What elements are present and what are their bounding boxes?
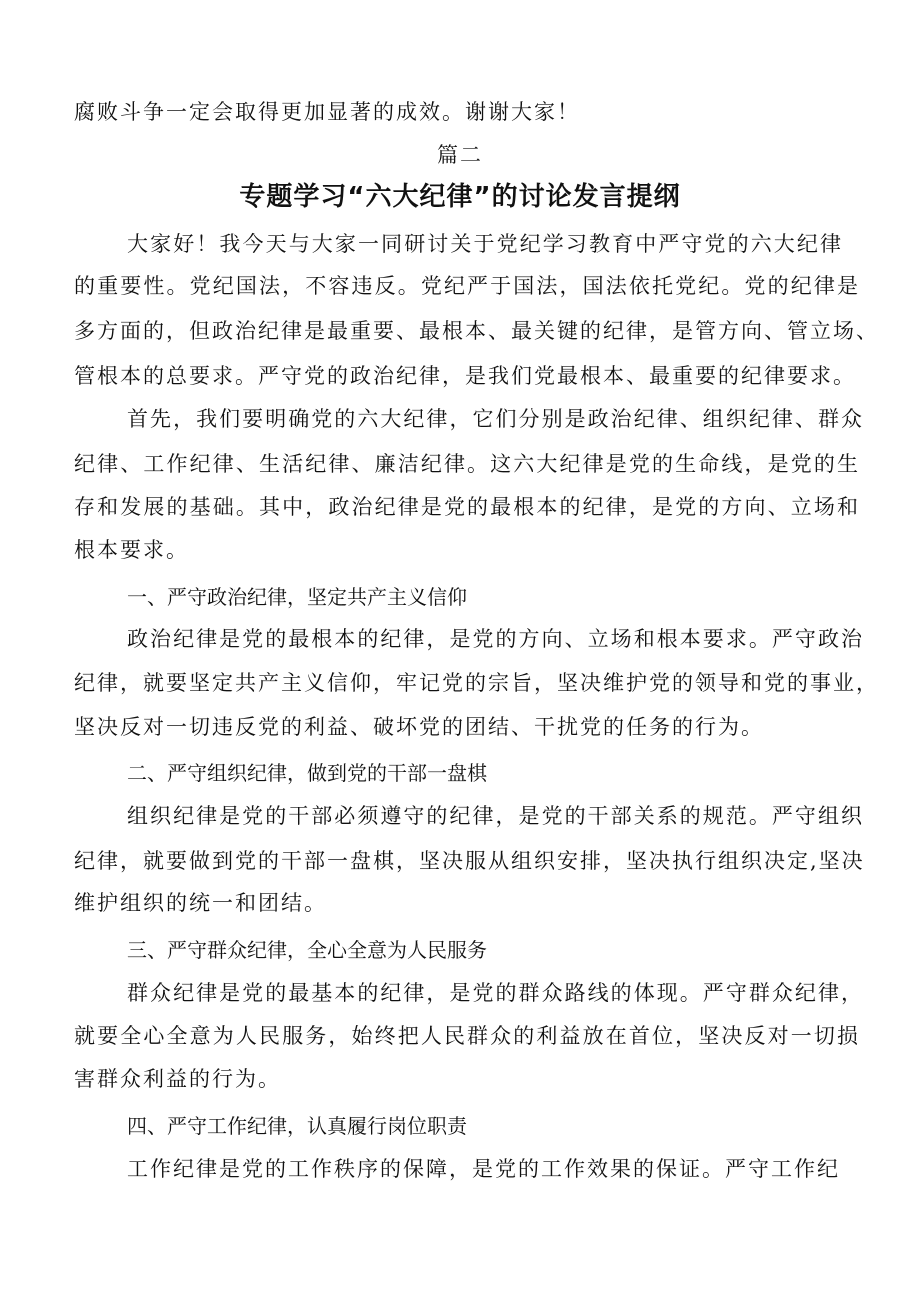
paragraph-5-line-3: 害群众利益的行为。 <box>74 1067 281 1091</box>
paragraph-5-line-2: 就要全心全意为人民服务，始终把人民群众的利益放在首位，坚决反对一切损 <box>74 1024 860 1048</box>
section-heading-2: 二、严守组织纪律，做到党的干部一盘棋 <box>127 761 487 785</box>
document-title: 专题学习“六大纪律”的讨论发言提纲 <box>239 182 681 212</box>
paragraph-2-line-3: 存和发展的基础。其中，政治纪律是党的最根本的纪律，是党的方向、立场和 <box>74 495 860 519</box>
section-heading-3: 三、严守群众纪律，全心全意为人民服务 <box>127 938 487 962</box>
paragraph-1-line-2: 的重要性。党纪国法，不容违反。党纪严于国法，国法依托党纪。党的纪律是 <box>74 274 860 298</box>
section-heading-4: 四、严守工作纪律，认真履行岗位职责 <box>127 1114 467 1138</box>
paragraph-4-line-1: 组织纪律是党的干部必须遵守的纪律，是党的干部关系的规范。严守组织 <box>127 804 864 828</box>
paragraph-5-line-1: 群众纪律是党的最基本的纪律，是党的群众路线的体现。严守群众纪律， <box>127 981 864 1005</box>
paragraph-2-line-1: 首先，我们要明确党的六大纪律，它们分别是政治纪律、组织纪律、群众 <box>127 407 864 431</box>
paragraph-2-line-2: 纪律、工作纪律、生活纪律、廉洁纪律。这六大纪律是党的生命线，是党的生 <box>74 452 860 476</box>
paragraph-3-line-2: 纪律，就要坚定共产主义信仰，牢记党的宗旨，坚决维护党的领导和党的事业， <box>74 671 879 695</box>
top-line: 腐败斗争一定会取得更加显著的成效。谢谢大家！ <box>74 100 580 124</box>
paragraph-1-line-4: 管根本的总要求。严守党的政治纪律，是我们党最根本、最重要的纪律要求。 <box>74 364 856 388</box>
paragraph-4-line-2: 纪律，就要做到党的干部一盘棋，坚决服从组织安排，坚决执行组织决定,坚决 <box>74 849 865 873</box>
section-heading-1: 一、严守政治纪律，坚定共产主义信仰 <box>127 585 467 609</box>
section-label: 篇二 <box>437 143 483 167</box>
paragraph-1-line-1: 大家好！我今天与大家一同研讨关于党纪学习教育中严守党的六大纪律 <box>127 232 843 256</box>
paragraph-3-line-3: 坚决反对一切违反党的利益、破坏党的团结、干扰党的任务的行为。 <box>74 715 764 739</box>
paragraph-2-line-4: 根本要求。 <box>74 538 189 562</box>
paragraph-1-line-3: 多方面的，但政治纪律是最重要、最根本、最关键的纪律，是管方向、管立场、 <box>74 319 879 343</box>
paragraph-4-line-3: 维护组织的统一和团结。 <box>74 891 327 915</box>
paragraph-3-line-1: 政治纪律是党的最根本的纪律，是党的方向、立场和根本要求。严守政治 <box>127 627 864 651</box>
paragraph-6-line-1: 工作纪律是党的工作秩序的保障，是党的工作效果的保证。严守工作纪 <box>127 1157 840 1181</box>
